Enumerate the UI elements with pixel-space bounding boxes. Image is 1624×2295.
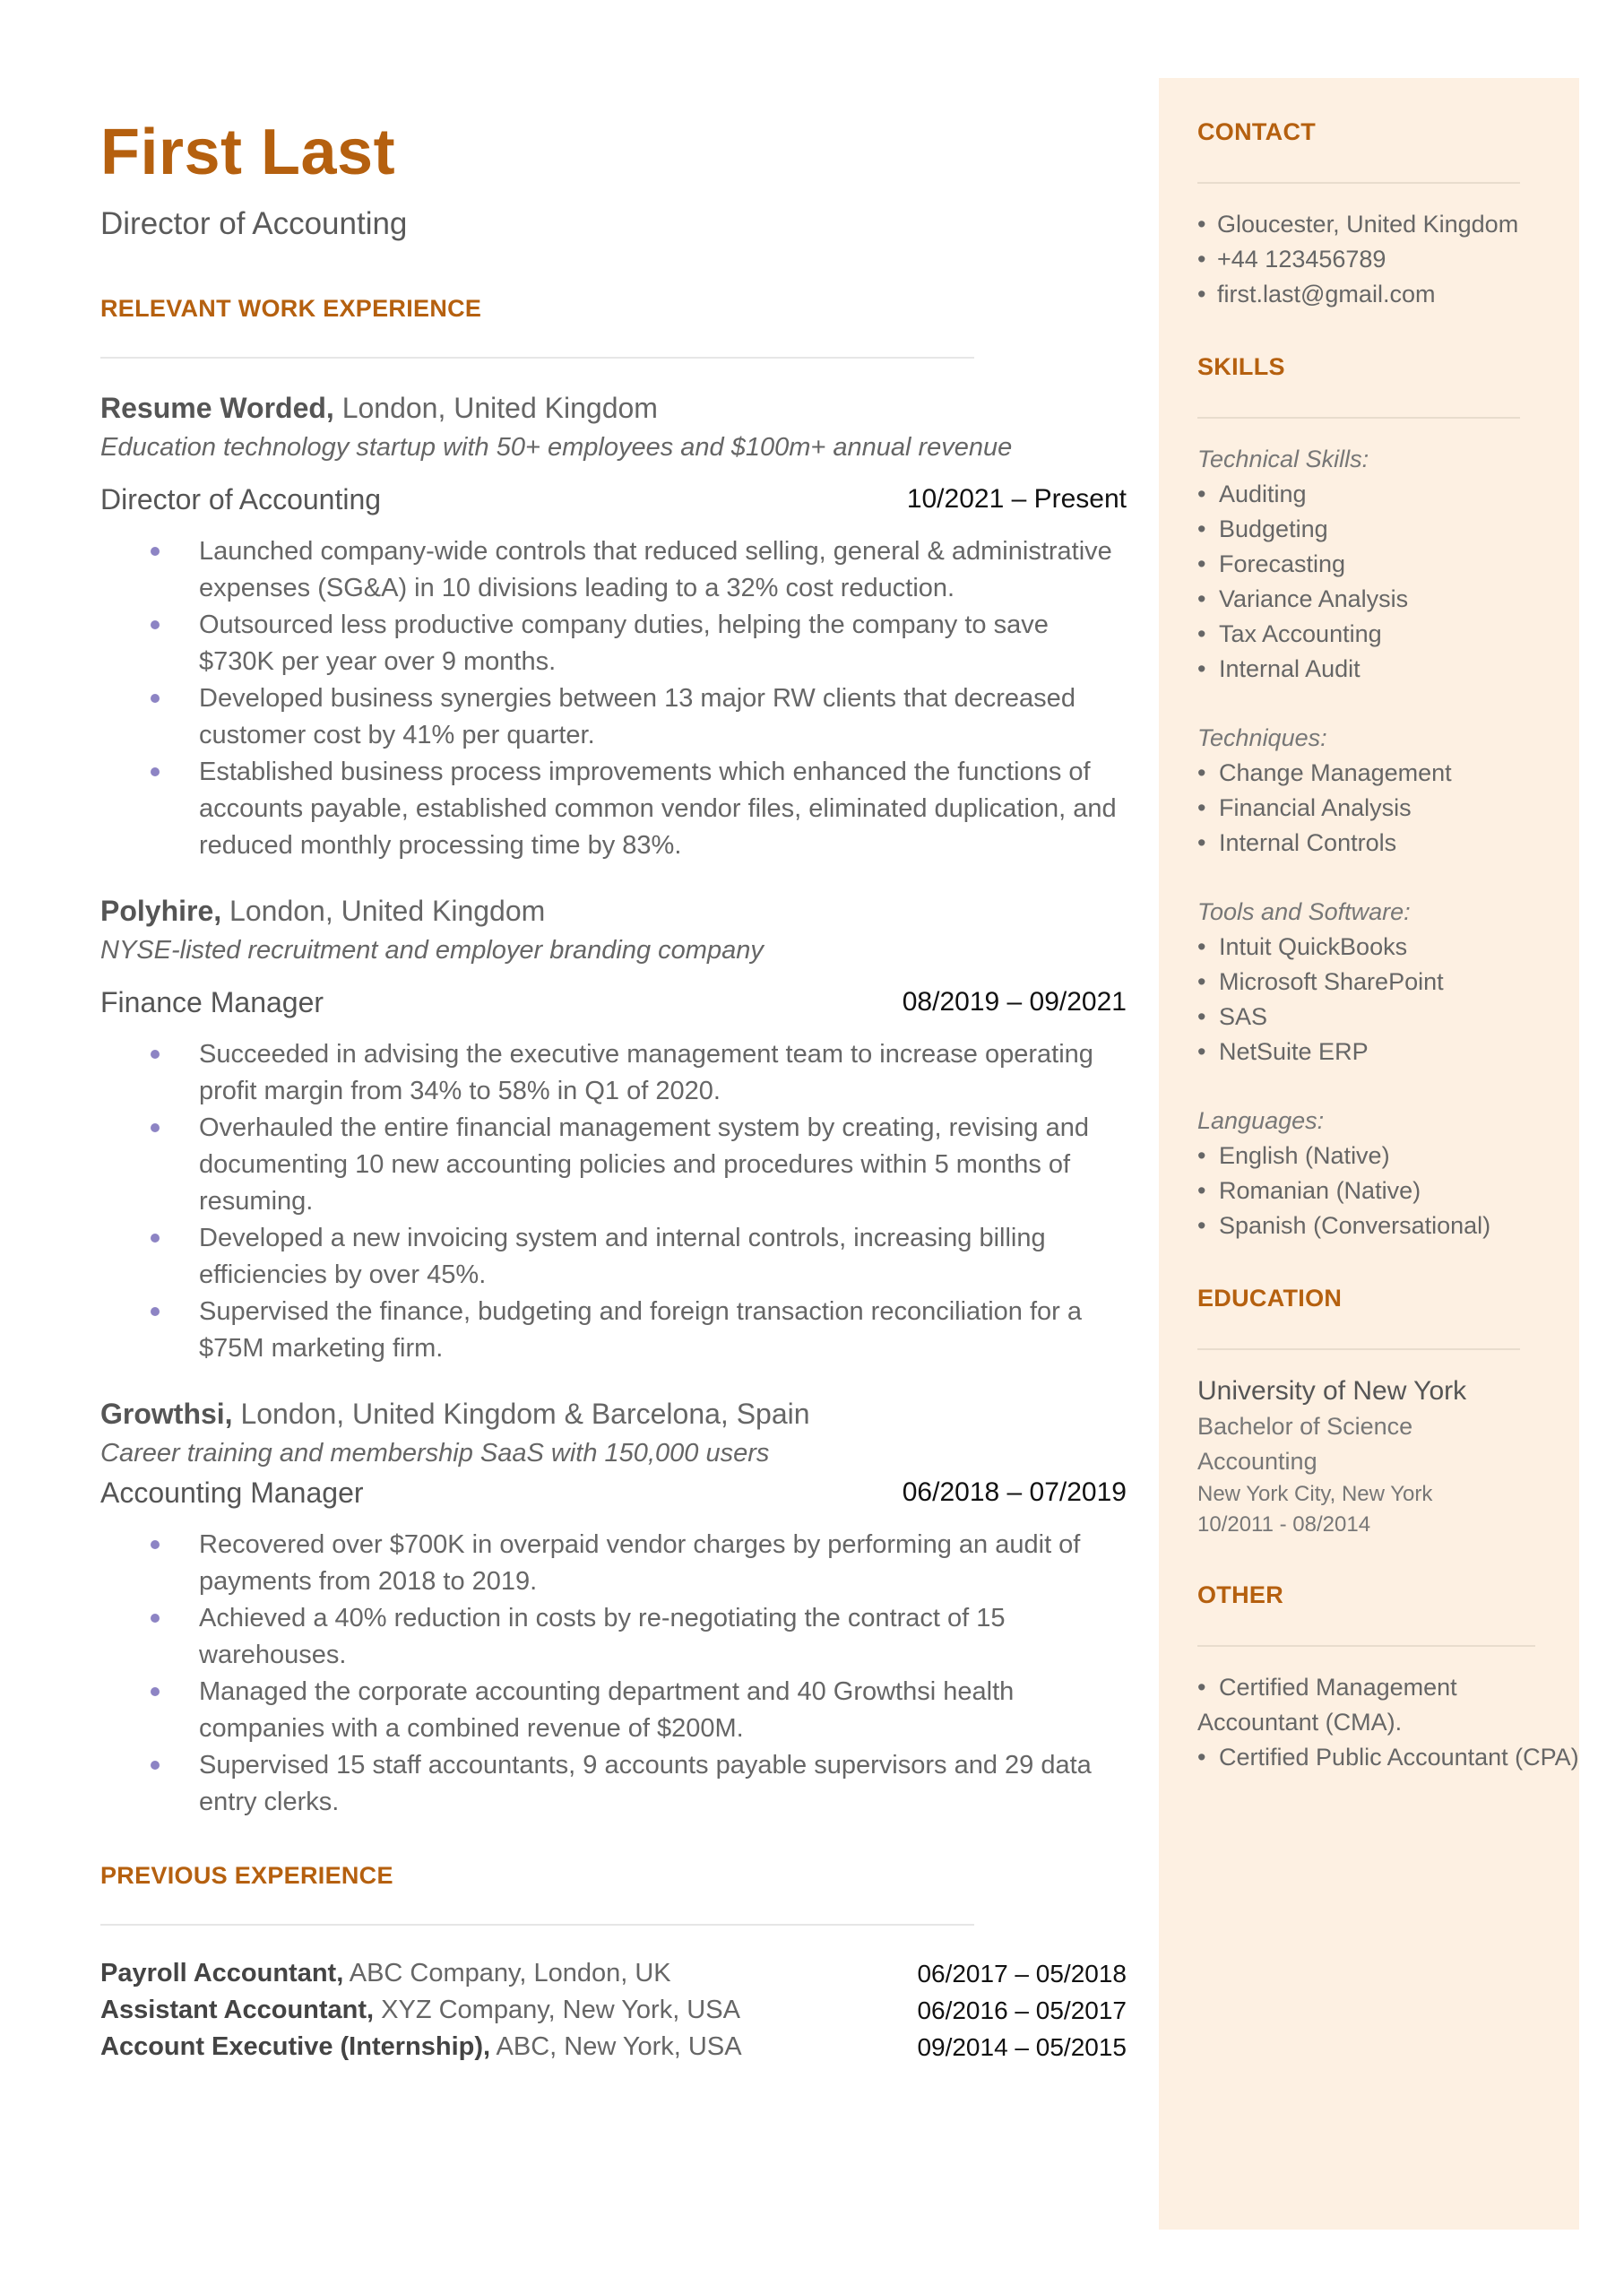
sidebar-list-item — [1197, 1035, 1579, 1070]
previous-company: ABC Company, London, UK — [343, 1959, 671, 1988]
role-row — [100, 983, 1127, 1022]
company-location: London, United Kingdom & Barcelona, Spain — [232, 1398, 810, 1430]
bullet-dot-icon — [151, 1687, 160, 1696]
bullet-item — [100, 1674, 1127, 1747]
edu-location: New York City, New York — [1197, 1482, 1433, 1506]
bullet-dot-icon — [151, 694, 160, 703]
bullet-item — [100, 1036, 1127, 1110]
bullet-icon: • — [1197, 1142, 1206, 1169]
previous-dates: 06/2017 – 05/2018 — [917, 1960, 1127, 1988]
item-text: Internal Audit — [1219, 655, 1361, 682]
item-text: Change Management — [1219, 759, 1452, 786]
item-text: +44 123456789 — [1217, 246, 1386, 273]
bullet-dot-icon — [151, 547, 160, 556]
previous-item — [100, 1992, 1127, 2029]
contact-list — [1197, 207, 1579, 312]
previous-item — [100, 2029, 1127, 2066]
bullet-text: Managed the corporate accounting department and 40 Growthsi health companies with a combined revenue of $200M. — [199, 1677, 1015, 1743]
sidebar-list-item — [1197, 1000, 1579, 1035]
skill-group-label: Tools and Software: — [1197, 898, 1411, 925]
bullet-dot-icon — [151, 620, 160, 629]
bullet-icon: • — [1197, 246, 1206, 273]
job-entry — [100, 891, 1127, 1367]
sidebar — [1159, 78, 1579, 2230]
item-text: NetSuite ERP — [1219, 1038, 1369, 1065]
item-text: Intuit QuickBooks — [1219, 933, 1408, 960]
sidebar-list-item — [1197, 617, 1579, 652]
bullet-item — [100, 1747, 1127, 1821]
bullet-icon: • — [1197, 1674, 1206, 1701]
candidate-name: First Last — [100, 117, 396, 188]
skills-list — [1197, 442, 1579, 1243]
job-role: Accounting Manager — [100, 1477, 364, 1509]
previous-role: Account Executive (Internship), — [100, 2032, 491, 2061]
previous-role: Assistant Accountant, — [100, 1996, 375, 2024]
item-text: Internal Controls — [1219, 829, 1397, 856]
sidebar-list-item — [1197, 826, 1579, 861]
contact-title: CONTACT — [1197, 118, 1317, 145]
bullet-list — [100, 533, 1127, 864]
item-text: Forecasting — [1219, 550, 1346, 577]
skill-group-label: Technical Skills: — [1197, 446, 1369, 472]
company-name: Resume Worded, — [100, 392, 334, 424]
item-text: Certified Management Accountant (CMA). — [1197, 1674, 1457, 1736]
item-text: Certified Public Accountant (CPA) — [1219, 1744, 1579, 1771]
bullet-list — [100, 1527, 1127, 1821]
bullet-icon: • — [1197, 211, 1206, 238]
bullet-text: Supervised 15 staff accountants, 9 accounts payable supervisors and 29 data entry clerks. — [199, 1751, 1092, 1816]
item-text: Tax Accounting — [1219, 620, 1382, 647]
company-line — [100, 891, 1127, 931]
previous-role: Payroll Accountant, — [100, 1959, 344, 1988]
bullet-icon: • — [1197, 620, 1206, 647]
divider — [100, 357, 974, 359]
bullet-icon: • — [1197, 759, 1206, 786]
company-name: Growthsi, — [100, 1398, 233, 1430]
bullet-text: Outsourced less productive company duties, helping the company to save $730K per year over 9 months. — [199, 611, 1049, 676]
bullet-icon: • — [1197, 1744, 1206, 1771]
skill-group-label: Languages: — [1197, 1107, 1325, 1134]
previous-item — [100, 1955, 1127, 1992]
divider — [1197, 1348, 1520, 1350]
bullet-text: Supervised the finance, budgeting and foreign transaction reconciliation for a $75M marketing firm. — [199, 1297, 1083, 1363]
bullet-icon: • — [1197, 281, 1206, 307]
bullet-dot-icon — [151, 1307, 160, 1316]
sidebar-list-item — [1197, 756, 1579, 791]
edu-degree: Bachelor of Science — [1197, 1413, 1413, 1440]
bullet-text: Developed business synergies between 13 major RW clients that decreased customer cost by 41% per quarter. — [199, 684, 1075, 749]
sidebar-list-item — [1197, 207, 1579, 242]
item-text: Gloucester, United Kingdom — [1217, 211, 1519, 238]
bullet-text: Developed a new invoicing system and internal controls, increasing billing efficiencies by over 45%. — [199, 1224, 1046, 1289]
edu-dates: 10/2011 - 08/2014 — [1197, 1512, 1371, 1537]
item-text: Variance Analysis — [1219, 585, 1409, 612]
job-dates: 06/2018 – 07/2019 — [902, 1477, 1127, 1507]
company-location: London, United Kingdom — [333, 392, 658, 424]
sidebar-list-item — [1197, 652, 1579, 687]
bullet-icon: • — [1197, 968, 1206, 995]
bullet-item — [100, 533, 1127, 607]
previous-company: XYZ Company, New York, USA — [374, 1996, 740, 2024]
sidebar-list-item — [1197, 1208, 1579, 1243]
bullet-item — [100, 1600, 1127, 1674]
item-text: Spanish (Conversational) — [1219, 1212, 1491, 1239]
divider — [100, 1924, 974, 1926]
sidebar-list-item — [1197, 1139, 1579, 1173]
job-role: Director of Accounting — [100, 483, 382, 515]
item-text: SAS — [1219, 1003, 1268, 1030]
edu-school: University of New York — [1197, 1376, 1467, 1406]
item-text: Microsoft SharePoint — [1219, 968, 1444, 995]
bullet-text: Achieved a 40% reduction in costs by re-negotiating the contract of 15 warehouses. — [199, 1604, 1006, 1669]
bullet-dot-icon — [151, 1123, 160, 1132]
bullet-icon: • — [1197, 1212, 1206, 1239]
company-name: Polyhire, — [100, 895, 222, 927]
item-text: English (Native) — [1219, 1142, 1390, 1169]
bullet-text: Launched company-wide controls that reduced selling, general & administrative expenses (SG&A) in 10 divisions leading to a 32% cost reduction. — [199, 537, 1112, 602]
bullet-dot-icon — [151, 1761, 160, 1770]
other-title: OTHER — [1197, 1581, 1283, 1608]
sidebar-list-item — [1197, 1740, 1579, 1775]
sidebar-list-item — [1197, 242, 1579, 277]
company-location: London, United Kingdom — [221, 895, 546, 927]
company-line — [100, 388, 1127, 428]
job-dates: 08/2019 – 09/2021 — [902, 987, 1127, 1017]
bullet-icon: • — [1197, 829, 1206, 856]
company-line — [100, 1394, 1127, 1433]
sidebar-list-item — [1197, 547, 1579, 582]
bullet-dot-icon — [151, 1614, 160, 1623]
sidebar-list-item — [1197, 277, 1579, 312]
skill-group — [1197, 895, 1579, 1070]
bullet-icon: • — [1197, 933, 1206, 960]
bullet-item — [100, 1220, 1127, 1294]
item-text: Financial Analysis — [1219, 794, 1412, 821]
other-list — [1197, 1670, 1579, 1775]
previous-company: ABC, New York, USA — [490, 2032, 742, 2061]
divider — [1197, 417, 1520, 419]
previous-left — [100, 1992, 740, 2029]
bullet-text: Recovered over $700K in overpaid vendor charges by performing an audit of payments from 2018 to 2019. — [199, 1530, 1081, 1596]
job-role: Finance Manager — [100, 986, 324, 1018]
bullet-icon: • — [1197, 515, 1206, 542]
item-text: Budgeting — [1219, 515, 1328, 542]
skill-group-label: Techniques: — [1197, 724, 1327, 751]
bullet-item — [100, 1294, 1127, 1367]
job-entry — [100, 388, 1127, 864]
bullet-icon: • — [1197, 1038, 1206, 1065]
sidebar-list-item — [1197, 1173, 1579, 1208]
bullet-icon: • — [1197, 1003, 1206, 1030]
bullet-icon: • — [1197, 550, 1206, 577]
bullet-text: Established business process improvements which enhanced the functions of accounts payable, established common vendor files, eliminated duplication, and reduced monthly processing time by 83%. — [199, 758, 1117, 860]
job-dates: 10/2021 – Present — [906, 484, 1127, 514]
company-description: NYSE-listed recruitment and employer branding company — [100, 936, 764, 965]
bullet-icon: • — [1197, 481, 1206, 507]
bullet-dot-icon — [151, 1234, 160, 1243]
previous-left — [100, 1955, 671, 1992]
sidebar-list-item — [1197, 512, 1579, 547]
company-description: Education technology startup with 50+ employees and $100m+ annual revenue — [100, 433, 1013, 462]
bullet-item — [100, 1527, 1127, 1600]
work-section-title: RELEVANT WORK EXPERIENCE — [100, 295, 482, 322]
bullet-list — [100, 1036, 1127, 1367]
skill-group — [1197, 442, 1579, 687]
bullet-text: Succeeded in advising the executive management team to increase operating profit margin from 34% to 58% in Q1 of 2020. — [199, 1040, 1093, 1105]
previous-dates: 06/2016 – 05/2017 — [917, 1996, 1127, 2024]
sidebar-list-item — [1197, 582, 1579, 617]
item-text: first.last@gmail.com — [1217, 281, 1436, 307]
previous-dates: 09/2014 – 05/2015 — [917, 2033, 1127, 2061]
bullet-item — [100, 607, 1127, 680]
bullet-dot-icon — [151, 767, 160, 776]
skill-group — [1197, 721, 1579, 861]
job-entry — [100, 1394, 1127, 1821]
skills-title: SKILLS — [1197, 353, 1285, 380]
sidebar-list-item — [1197, 965, 1579, 1000]
job-list — [100, 388, 1127, 1821]
divider — [1197, 182, 1520, 184]
role-row — [100, 480, 1127, 519]
sidebar-list-item — [1197, 477, 1579, 512]
bullet-item — [100, 754, 1127, 864]
main-column — [100, 117, 1127, 2066]
education-title: EDUCATION — [1197, 1285, 1343, 1312]
candidate-title: Director of Accounting — [100, 206, 408, 241]
skill-group — [1197, 1104, 1579, 1243]
bullet-dot-icon — [151, 1540, 160, 1549]
bullet-icon: • — [1197, 655, 1206, 682]
role-row — [100, 1473, 1127, 1512]
company-description: Career training and membership SaaS with 150,000 users — [100, 1439, 770, 1468]
previous-left — [100, 2029, 742, 2066]
edu-major: Accounting — [1197, 1448, 1317, 1475]
bullet-icon: • — [1197, 1177, 1206, 1204]
bullet-item — [100, 680, 1127, 754]
bullet-icon: • — [1197, 794, 1206, 821]
previous-list — [100, 1955, 1127, 2066]
sidebar-list-item — [1197, 930, 1579, 965]
bullet-item — [100, 1110, 1127, 1220]
sidebar-list-item — [1197, 1670, 1579, 1740]
divider — [1197, 1645, 1535, 1647]
bullet-text: Overhauled the entire financial management system by creating, revising and documenting 10 new accounting policies and procedures within 5 months of resuming. — [199, 1113, 1089, 1216]
bullet-icon: • — [1197, 585, 1206, 612]
bullet-dot-icon — [151, 1050, 160, 1059]
item-text: Auditing — [1219, 481, 1307, 507]
sidebar-list-item — [1197, 791, 1579, 826]
previous-section-title: PREVIOUS EXPERIENCE — [100, 1862, 393, 1889]
item-text: Romanian (Native) — [1219, 1177, 1421, 1204]
